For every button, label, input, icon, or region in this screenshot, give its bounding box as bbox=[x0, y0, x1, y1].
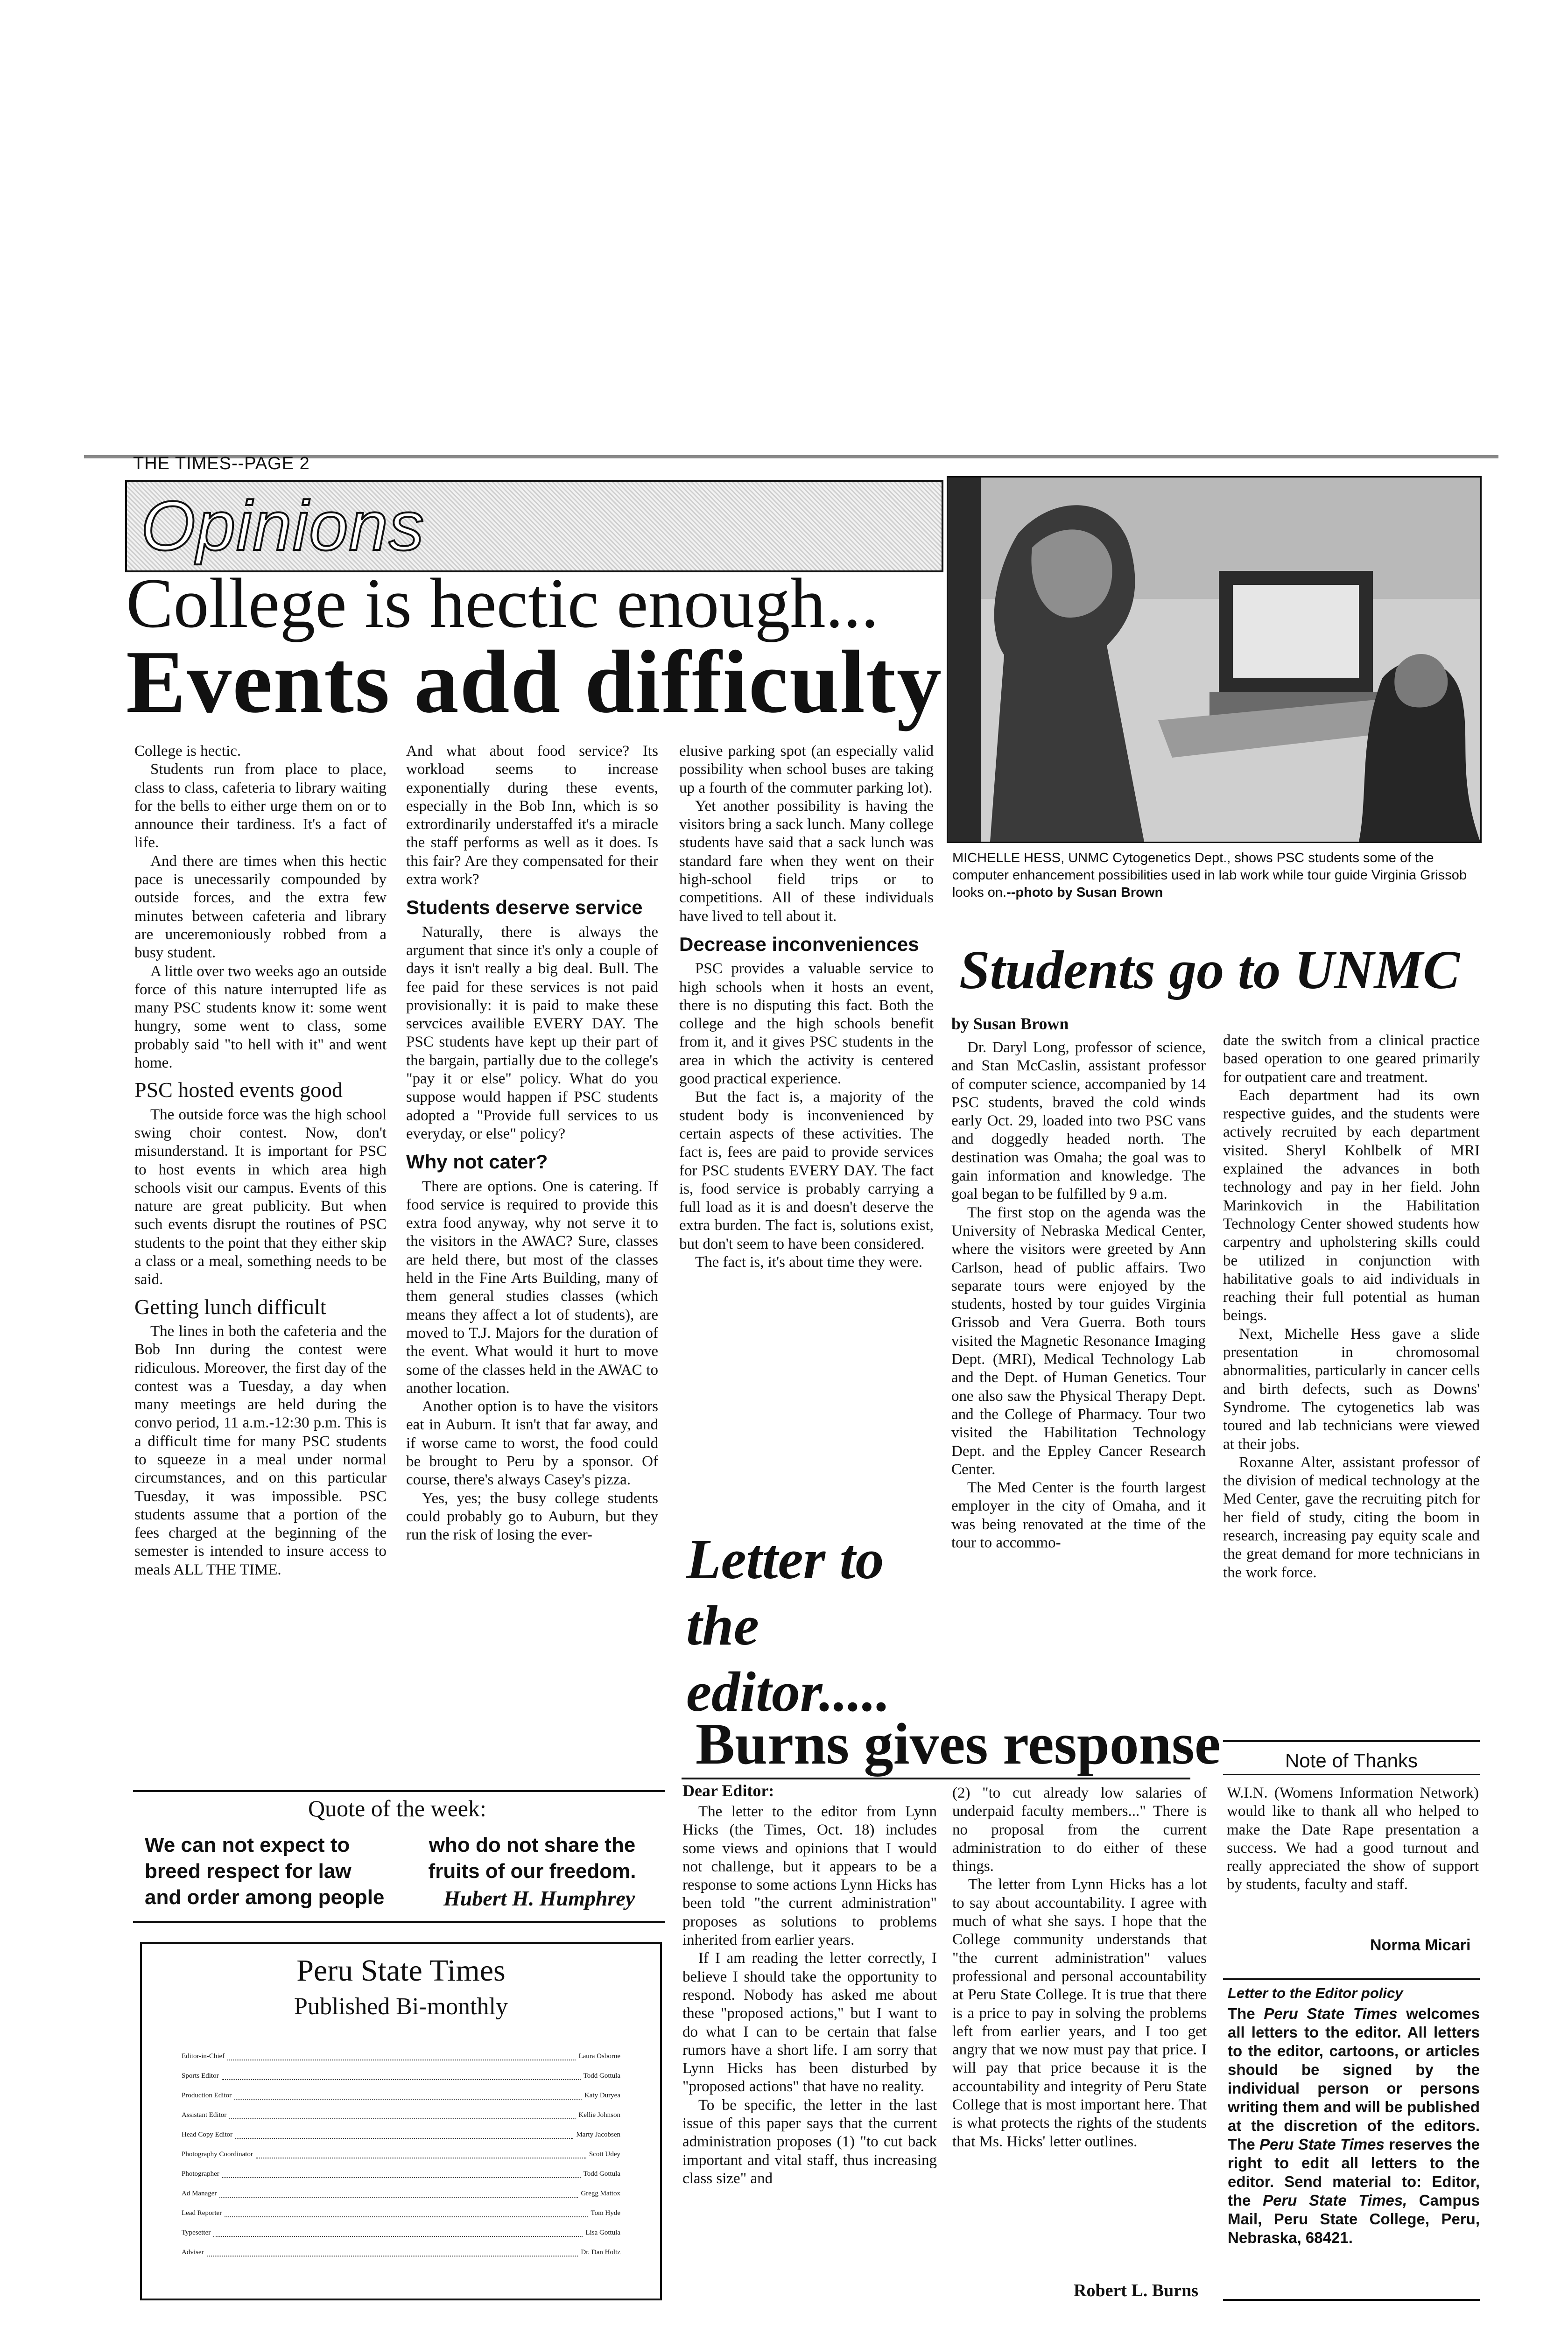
section-title: Opinions bbox=[141, 486, 425, 565]
caption-text: UNMC Cytogenetics Dept., shows PSC students some of the computer enhancement possibilities used in lab work while tour guide Virginia Grissob looks on. bbox=[952, 851, 1467, 900]
headline-top: College is hectic enough... bbox=[126, 564, 879, 642]
unmc-column-2: date the switch from a clinical practice based operation to one geared primarily for outpatient care and treatment. Each department had its own respective guides, and the students were actively recruited by each department visited. Sheryl Kohlbelk of MRI explained the advances in both technology and pay in her field. John Marinkovich in the Habilitation Technology Center showed students how carpentry and upholstering skills could be utilized in conjunction with habilitative goals to aid individuals in reaching their full potential as human beings. Next, Michelle Hess gave a slide presentation in chromosomal abnormalities, particularly in cancer cells and birth defects, such as Downs' Syndrome. The cytogenetics lab was toured and lab technicians were viewed at their jobs. Roxanne Alter, assistant professor of the division of medical technology at the Med Center, gave the recruiting pitch for her field of study, citing the boom in research, increasing pay equity scale and the great demand for more technicians in the work force. bbox=[1223, 1032, 1480, 1581]
staff-row: Production Editor Katy Duryea bbox=[182, 2086, 620, 2105]
photo-illustration bbox=[948, 478, 1480, 842]
subhead-getting-lunch: Getting lunch difficult bbox=[134, 1294, 326, 1319]
subhead-students-deserve: Students deserve service bbox=[406, 896, 643, 919]
staff-list bbox=[182, 2046, 620, 2262]
letter-rule bbox=[682, 1778, 1190, 1779]
opinion-column-2: And what about food service? Its workload seems to increase exponentially during these events, especially in the Bob Inn, which is so extrordinarily understaffed it's a miracle the staff performs as well as it does. Is this fair? Are they compensated for their extra work? Students deserve service Naturally, there is always the argument that since it's only a couple of days it isn't really a big deal. Bull. The fee paid for these services is not paid provisionally: it is paid to make these servcices availible EVERY DAY. The PSC students have kept up their part of the bargain, partially due to the college's "pay it or else" policy. What do you suppose would happen if PSC students adopted a "Provide full services to us everyday, or else" policy? Why not cater? There are options. One is catering. If food service is required to provide this extra food anyway, why not serve it to the visitors in the AWAC? Sure, classes are held there, but most of the classes held in the Fine Arts Building, many of them general studies classes (which means they affect a lot of students), are moved to T.J. Majors for the duration of the event. What would it hurt to move some of the classes held in the AWAC to another location. Another option is to have the visitors eat in Auburn. It isn't that far away, and if worse came to worst, the food could be brought to Peru by a sponsor. Of course, there's always Casey's pizza. Yes, yes; the busy college students could probably go to Auburn, but they run the risk of losing the ever- bbox=[406, 743, 658, 1544]
opinion-column-1: College is hectic. Students run from place to place, class to class, cafeteria to library waiting for the bells to either urge them on or to announce their tardiness. It's a fact of life. And there are times when this hectic pace is unecessarily compounded by outside forces, and the extra few minutes between cafeteria and library are unceremoniously robbed from a busy student. A little over two weeks ago an outside force of this nature interrupted life as many PSC students know it: some went hungry, some went to class, some probably said "to hell with it" and went home. PSC hosted events good The outside force was the high school swing choir contest. Now, don't misunderstand. It is important for PSC to host events in which area high schools visit our campus. Events of this nature are great publicity. But when such events disrupt the routines of PSC students to the point that they either skip a class or a meal, something needs to be said. Getting lunch difficult The lines in both the cafeteria and the Bob Inn during the contest were ridiculous. Moreover, the first day of the contest was a Tuesday, a day when many meetings are held during the convo period, 11 a.m.-12:30 p.m. This is a difficult time for many PSC students to squeeze in a meal under normal circumstances, and on this particular Tuesday, it was impossible. PSC students assume that a portion of the fees charged at the beginning of the semester is intended to insure access to meals ALL THE TIME. bbox=[134, 743, 387, 1578]
unmc-column-1: Dr. Daryl Long, professor of science, and Stan McCaslin, assistant professor of computer science, accompanied by 14 PSC students, braved the cold winds early Oct. 29, loaded into two PSC vans and doggedly headed north. The destination was Omaha; the goal was to gain information and knowledge. The goal began to be fulfilled by 9 a.m. The first stop on the agenda was the University of Nebraska Medical Center, where the visitors were greeted by Ann Carlson, head of public affairs. Two separate tours were enjoyed by the students, hosted by tour guides Virginia Grissob and Vera Guerra. Both tours visited the Magnetic Resonance Imaging Dept. (MRI), Medical Technology Lab and the Dept. of Human Genetics. Tour one also saw the Physical Therapy Dept. and the College of Pharmacy. Tour two visited the Habilitation Technology Dept. and the Eppley Cancer Research Center. The Med Center is the fourth largest employer in the city of Omaha, and it was being renovated at the time of the tour to accommo- bbox=[951, 1039, 1206, 1552]
policy-heading: Letter to the Editor policy bbox=[1228, 1985, 1403, 2001]
staff-row: Ad Manager Gregg Mattox bbox=[182, 2184, 620, 2203]
news-photo bbox=[947, 476, 1482, 843]
thanks-rule-mid bbox=[1223, 1774, 1480, 1775]
opinion-column-3: elusive parking spot (an especially valid possibility when school buses are taking up a fourth of the commuter parking lot). Yet another possibility is having the visitors bring a sack lunch. Many college students have said that a sack lunch was standard fare when they went on their high-school field trips or to competitions. All of these individuals have lived to tell about it. Decrease inconveniences PSC provides a valuable service to high schools when it hosts an event, there is no disputing this fact. Both the college and the high schools benefit from it, and it gives PSC students in the area in which the activity is centered good practical experience. But the fact is, a majority of the student body is inconvenienced by certain aspects of these activities. The fact is, fees are paid to provide services for PSC students EVERY DAY. The fact is, food service is probably carrying a full load as it is and doesn't deserve the extra burden. The fact is, solutions exist, but don't seem to have been considered. The fact is, it's about time they were. bbox=[679, 743, 934, 1271]
masthead-subtitle: Published Bi-monthly bbox=[294, 1993, 508, 2020]
letter-column-2: (2) "to cut already low salaries of underpaid faculty members..." There is no proposal from the current administration to do either of these things. The letter from Lynn Hicks has a lot to say about accountability. I agree with much of what she says. I hope that the College community understands that "the current administration" values professional and personal accountability at Peru State College. It is true that there is a price to pay in solving the problems left from earlier years, and I too get angry that we now must pay that price. I will pay that price because it is the accountability and integrity of Peru State College that is most important here. That is what protects the rights of the students that Ms. Hicks' letter outlines. bbox=[952, 1785, 1207, 2150]
photo-caption bbox=[952, 850, 1470, 901]
caption-credit: --photo by Susan Brown bbox=[1006, 885, 1163, 900]
policy-rule-bottom bbox=[1223, 2299, 1480, 2301]
thanks-rule-top bbox=[1223, 1740, 1480, 1742]
staff-row: Sports Editor Todd Gottula bbox=[182, 2066, 620, 2086]
page-label: THE TIMES--PAGE 2 bbox=[133, 454, 310, 473]
subhead-decrease-inconveniences: Decrease inconveniences bbox=[679, 933, 919, 955]
letter-salutation: Dear Editor: bbox=[682, 1781, 774, 1800]
staff-row: Typesetter Lisa Gottula bbox=[182, 2223, 620, 2243]
policy-box bbox=[1228, 1984, 1480, 2247]
letter-heading: Letter to the editor..... bbox=[686, 1528, 891, 1723]
masthead-box bbox=[140, 1942, 662, 2300]
quote-heading: Quote of the week: bbox=[308, 1795, 486, 1821]
quote-author: Hubert H. Humphrey bbox=[443, 1886, 635, 1910]
quote-rule-bottom bbox=[133, 1921, 665, 1923]
thanks-heading: Note of Thanks bbox=[1285, 1750, 1418, 1772]
section-banner bbox=[125, 480, 943, 572]
unmc-byline: by Susan Brown bbox=[951, 1014, 1069, 1033]
masthead-title: Peru State Times bbox=[296, 1954, 506, 1988]
thanks-rule-bottom bbox=[1223, 1978, 1480, 1980]
letter-signature: Robert L. Burns bbox=[1074, 2281, 1199, 2300]
unmc-headline: Students go to UNMC bbox=[959, 939, 1460, 1000]
policy-body: The Peru State Times welcomes all letters to the editor. All letters to the editor, cartoons, or articles should be signed by the individual person or persons writing them and will be published at the discretion of the editors. The Peru State Times reserves the right to edit all letters to the editor. Send material to: Editor, the Peru State Times, Campus Mail, Peru State College, Peru, Nebraska, 68421. bbox=[1228, 2005, 1480, 2246]
letter-column-1: The letter to the editor from Lynn Hicks (the Times, Oct. 18) includes some views and opinions that I would not challenge, but it appears to be a response to some actions Lynn Hicks has been told "the current administration" proposes as solutions to problems inherited from earlier years. If I am reading the letter correctly, I believe I should take the opportunity to respond. Nobody has asked me about these "proposed actions," but I want to do what I can to be certain that false rumors have a short life. I am sorry that Lynn Hicks has been disturbed by "proposed actions" that have no reality. To be specific, the letter in the last issue of this paper says that the current administration proposes (1) "to cut back important and vital staff, thus increasing class size" and bbox=[682, 1803, 937, 2187]
staff-row: Photography Coordinator Scott Udey bbox=[182, 2144, 620, 2164]
quote-left: We can not expect to breed respect for law and order among people bbox=[145, 1834, 385, 1909]
staff-row: Editor-in-Chief Laura Osborne bbox=[182, 2046, 620, 2066]
subhead-hosted-events: PSC hosted events good bbox=[134, 1078, 343, 1102]
staff-row: Assistant Editor Kellie Johnson bbox=[182, 2105, 620, 2125]
quote-rule-top bbox=[133, 1790, 665, 1792]
letter-headline: Burns gives response bbox=[696, 1712, 1221, 1777]
thanks-signature: Norma Micari bbox=[1370, 1936, 1471, 1954]
staff-row: Lead Reporter Tom Hyde bbox=[182, 2203, 620, 2223]
subhead-why-not-cater: Why not cater? bbox=[406, 1151, 548, 1173]
caption-name: MICHELLE HESS, bbox=[952, 851, 1065, 865]
staff-row: Head Copy Editor Marty Jacobsen bbox=[182, 2125, 620, 2144]
headline-main: Events add difficulty bbox=[126, 632, 942, 731]
staff-row: Adviser Dr. Dan Holtz bbox=[182, 2243, 620, 2262]
staff-row: Photographer Todd Gottula bbox=[182, 2164, 620, 2184]
quote-right: who do not share the fruits of our freedom. bbox=[428, 1834, 636, 1883]
thanks-body: W.I.N. (Womens Information Network) would like to thank all who helped to make the Date Rape presentation a success. We had a good turnout and really appreciated the show of support by students, faculty and staff. bbox=[1227, 1785, 1479, 1893]
